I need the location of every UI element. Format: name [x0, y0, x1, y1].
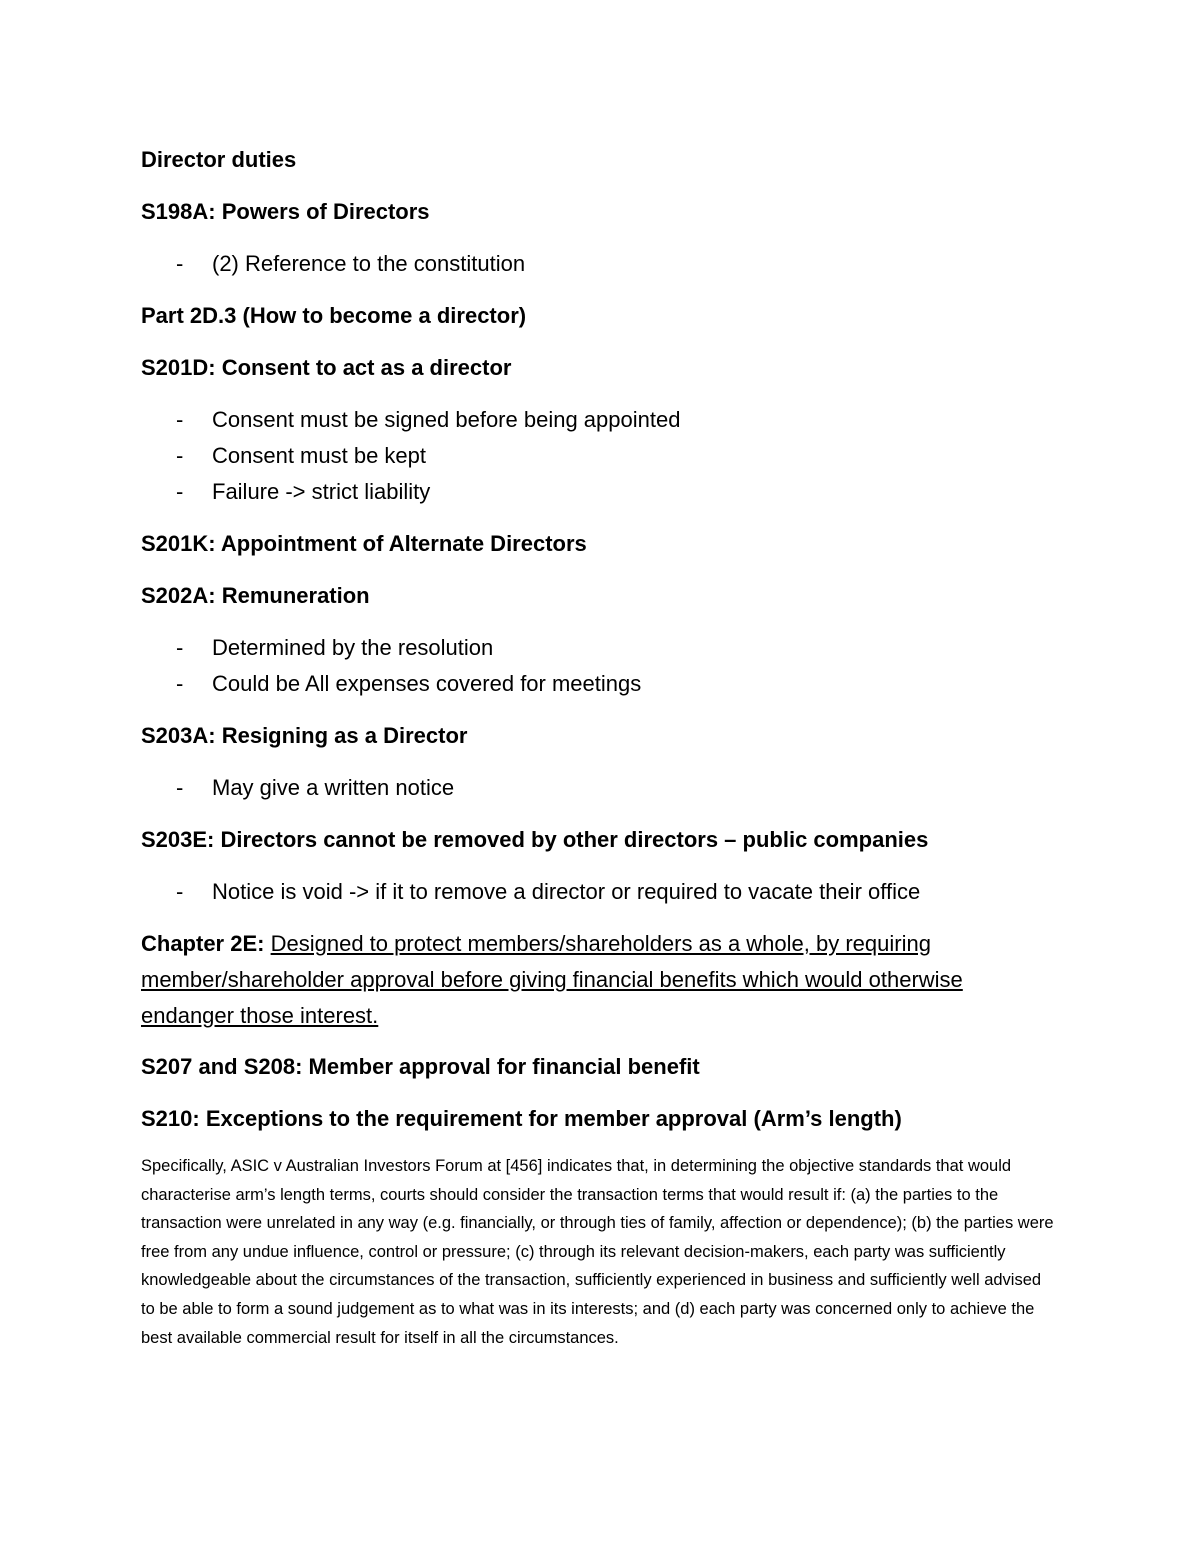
- chapter-2e-text: Designed to protect members/shareholders as a whole, by requiring member/shareholder approval before giving financial benefits which would otherwise endanger those interest.: [141, 931, 963, 1028]
- bullet-text: Consent must be signed before being appointed: [212, 407, 681, 432]
- heading-s207-s208: S207 and S208: Member approval for financial benefit: [141, 1054, 700, 1079]
- document-title: Director duties: [141, 147, 297, 172]
- chapter-2e-paragraph: [141, 926, 1061, 1034]
- heading-part-2d3: Part 2D.3 (How to become a director): [141, 303, 527, 328]
- bullet-text: Determined by the resolution: [212, 635, 494, 660]
- bullet-text: Notice is void -> if it to remove a director or required to vacate their office: [212, 879, 921, 904]
- bullet-text: (2) Reference to the constitution: [212, 251, 526, 276]
- heading-s201d: S201D: Consent to act as a director: [141, 355, 512, 380]
- bullet-marker: -: [176, 671, 184, 696]
- bullet-marker: -: [176, 479, 184, 504]
- heading-s203e: S203E: Directors cannot be removed by other directors – public companies: [141, 827, 929, 852]
- bullet-marker: -: [176, 775, 184, 800]
- bullet-marker: -: [176, 251, 184, 276]
- bullet-marker: -: [176, 443, 184, 468]
- heading-s202a: S202A: Remuneration: [141, 583, 370, 608]
- bullet-text: Could be All expenses covered for meetings: [212, 671, 642, 696]
- s210-paragraph: Specifically, ASIC v Australian Investors Forum at [456] indicates that, in determining the objective standards that would characterise arm’s length terms, courts should consider the transaction terms that would result if: (a) the parties to the transaction were unrelated in any way (e.g. financially, or through ties of family, affection or dependence); (b) the parties were free from any undue influence, control or pressure; (c) through its relevant decision-makers, each party was sufficiently knowledgeable about the circumstances of the transaction, sufficiently experienced in business and sufficiently well advised to be able to form a sound judgement as to what was in its interests; and (d) each party was concerned only to achieve the best available commercial result for itself in all the circumstances.: [141, 1157, 1054, 1347]
- heading-s201k: S201K: Appointment of Alternate Directors: [141, 531, 587, 556]
- heading-s198a: S198A: Powers of Directors: [141, 199, 430, 224]
- bullet-text: Consent must be kept: [212, 443, 427, 468]
- bullet-marker: -: [176, 635, 184, 660]
- heading-s203a: S203A: Resigning as a Director: [141, 723, 468, 748]
- bullet-marker: -: [176, 407, 184, 432]
- bullet-marker: -: [176, 879, 184, 904]
- chapter-2e-label: Chapter 2E:: [141, 931, 265, 956]
- heading-s210: S210: Exceptions to the requirement for member approval (Arm’s length): [141, 1106, 902, 1131]
- bullet-text: Failure -> strict liability: [212, 479, 431, 504]
- bullet-text: May give a written notice: [212, 775, 455, 800]
